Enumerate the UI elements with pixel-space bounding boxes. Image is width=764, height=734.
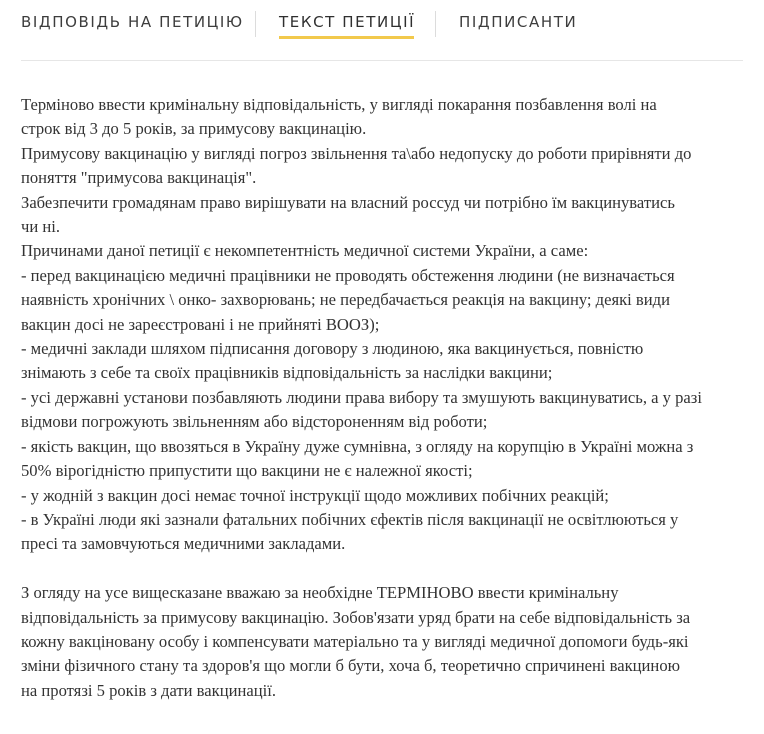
tab-signatories[interactable]: ПІДПИСАНТИ [459, 13, 578, 31]
petition-line: Примусову вакцинацію у вигляді погроз звільнення та\або недопуску до роботи прирівняти до [21, 143, 692, 163]
petition-line: поняття "примусова вакцинація". [21, 168, 257, 188]
petition-line: відмови погрожують звільненням або відстороненням від роботи; [21, 412, 488, 432]
tab-divider [435, 11, 436, 37]
petition-line: на протязі 5 років з дати вакцинації. [21, 680, 276, 700]
petition-line: Терміново ввести кримінальну відповідальність, у вигляді покарання позбавлення волі на [21, 95, 657, 114]
petition-line: - медичні заклади шляхом підписання договору з людиною, яка вакцинується, повністю [21, 339, 644, 359]
petition-line: кожну вакціновану особу і компенсувати матеріально та у вигляді медичної допомоги будь-які [21, 631, 689, 651]
petition-line: пресі та замовчуються медичними закладами. [21, 534, 346, 554]
tab-petition-text[interactable]: ТЕКСТ ПЕТИЦІЇ [279, 13, 416, 31]
petition-line: З огляду на усе вищесказане вважаю за необхідне ТЕРМІНОВО ввести кримінальну [21, 583, 619, 603]
petition-line: відповідальність за примусову вакцинацію. Зобов'язати уряд брати на себе відповідальність за [21, 607, 691, 627]
petition-line: - перед вакцинацією медичні працівники не проводять обстеження людини (не визначається [21, 265, 675, 285]
petition-line: - усі державні установи позбавляють людини права вибору та змушують вакцинуватись, а у разі [21, 387, 702, 407]
petition-line: зміни фізичного стану та здоров'я що могли б бути, хоча б, теоретично спричинені вакциною [21, 656, 681, 676]
petition-line: знімають з себе та своїх працівників відповідальність за наслідки вакцини; [21, 363, 553, 383]
tab-petition-response[interactable]: ВІДПОВІДЬ НА ПЕТИЦІЮ [21, 13, 244, 31]
petition-line: вакцин досі не зареєстровані і не прийняті ВООЗ); [21, 314, 380, 334]
petition-line: - у жодній з вакцин досі немає точної інструкції щодо можливих побічних реакцій; [21, 485, 609, 505]
petition-tabs [21, 0, 743, 61]
petition-line: - в Україні люди які зазнали фатальних побічних єфектів після вакцинації не освітлюються у [21, 509, 679, 529]
petition-line: 50% вірогідністю припустити що вакцини не є належної якості; [21, 461, 473, 481]
petition-line: - якість вакцин, що ввозяться в Україну дуже сумнівна, з огляду на корупцію в Україні можна з [21, 436, 694, 456]
paragraph-gap [21, 557, 745, 581]
tab-divider [255, 11, 256, 37]
petition-line: чи ні. [21, 217, 61, 237]
petition-text [21, 93, 745, 703]
petition-line: строк від 3 до 5 років, за примусову вакцинацію. [21, 119, 367, 139]
petition-line: Причинами даної петиції є некомпетентність медичної системи України, а саме: [21, 241, 589, 261]
petition-line: наявність хронічних \ онко- захворювань; не передбачається реакція на вакцину; деякі види [21, 290, 670, 310]
petition-line: Забезпечити громадянам право вирішувати на власний россуд чи потрібно їм вакцинуватись [21, 192, 675, 212]
